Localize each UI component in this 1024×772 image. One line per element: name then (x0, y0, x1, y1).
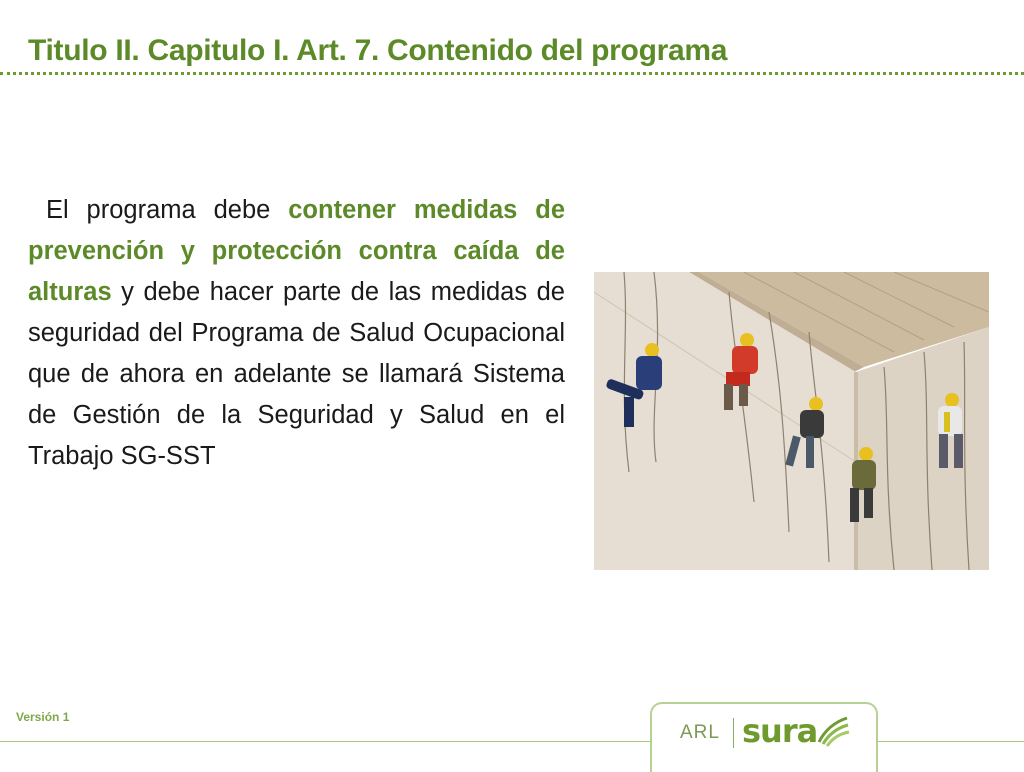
body-paragraph (28, 190, 565, 477)
climbing-workers-photo (594, 272, 989, 570)
slide-title: Titulo II. Capitulo I. Art. 7. Contenido del programa (28, 34, 728, 67)
body-text-highlight: contener medidas de prevención y protección contra caída de alturas (28, 196, 566, 306)
body-text-intro: El programa debe (45, 196, 289, 224)
body-text-rest: y debe hacer parte de las medidas de seguridad del Programa de Salud Ocupacional que de ahora en adelante se llamará Sistema de Gestión de la Seguridad y Salud en el Trabajo SG-SST (28, 278, 565, 470)
title-divider (0, 72, 1024, 75)
logo-separator (733, 718, 734, 748)
sura-swoosh-icon (815, 712, 851, 748)
logo-sura-text: sura (742, 712, 818, 750)
version-label: Versión 1 (16, 710, 70, 724)
logo-arl-text: ARL (680, 722, 720, 743)
